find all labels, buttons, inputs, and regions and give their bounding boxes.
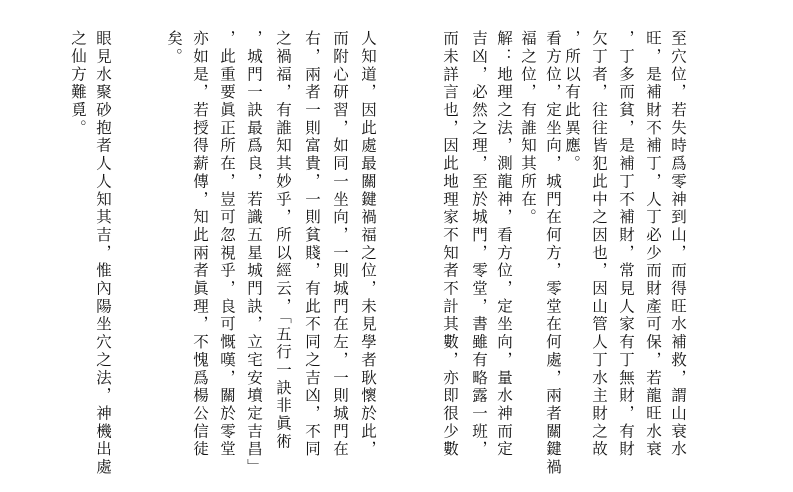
text-column: 看方位，定坐向，城門在何方，零堂在何處，兩者關鍵禍 [544, 30, 562, 477]
text-column: 而未詳言也，因此地理家不知者不計其數，亦即很少數 [441, 30, 459, 459]
text-column: 眼見水聚砂抱者人人知其吉，惟內陽坐穴之法，神機出處 [94, 30, 112, 477]
text-column: 吉凶，必然之理，至於城門，零堂，書雖有略露一班， [470, 30, 488, 459]
text-column: 欠丁者，往往皆犯此中之因也，因山管人丁水主財之故 [590, 30, 608, 459]
text-column: ，所以有此異應。 [563, 30, 581, 173]
text-column: 至穴位，若失時爲零神到山，而得旺水補救，謂山衰水 [669, 30, 687, 459]
text-column: 人知道，因此處最關鍵禍福之位，未見學者耿懷於此， [359, 30, 377, 459]
text-column: 旺，是補財不補丁，人丁必少而財產可保，若龍旺水衰 [644, 30, 662, 459]
text-column: 之仙方難覓。 [69, 30, 87, 138]
text-column: ，此重要眞正所在，豈可忽視乎，良可慨嘆，關於零堂 [218, 30, 236, 459]
text-column: 福之位，有誰知其所在。 [519, 30, 537, 227]
text-column: 右，兩者一則富貴，一則貧賤，有此不同之吉凶，不同 [303, 30, 321, 459]
text-column: 而附心研習，如同一坐向，一則城門在左，一則城門在 [331, 30, 349, 459]
text-column: 解：地理之法，測龍神，看方位，定坐向，量水神而定 [495, 30, 513, 459]
text-column: 亦如是，若授得薪傳，知此兩者眞理，不愧爲楊公信徒 [191, 30, 209, 459]
text-column: 矣。 [165, 30, 183, 66]
text-column: ，城門一訣最爲良，若識五星城門訣，立宅安墳定吉昌」 [245, 30, 263, 477]
text-column: ，丁多而貧，是補丁不補財，常見人家有丁無財，有財 [617, 30, 635, 459]
text-column: 之禍福，有誰知其妙乎，所以經云，「五行一訣非眞術 [274, 30, 292, 451]
